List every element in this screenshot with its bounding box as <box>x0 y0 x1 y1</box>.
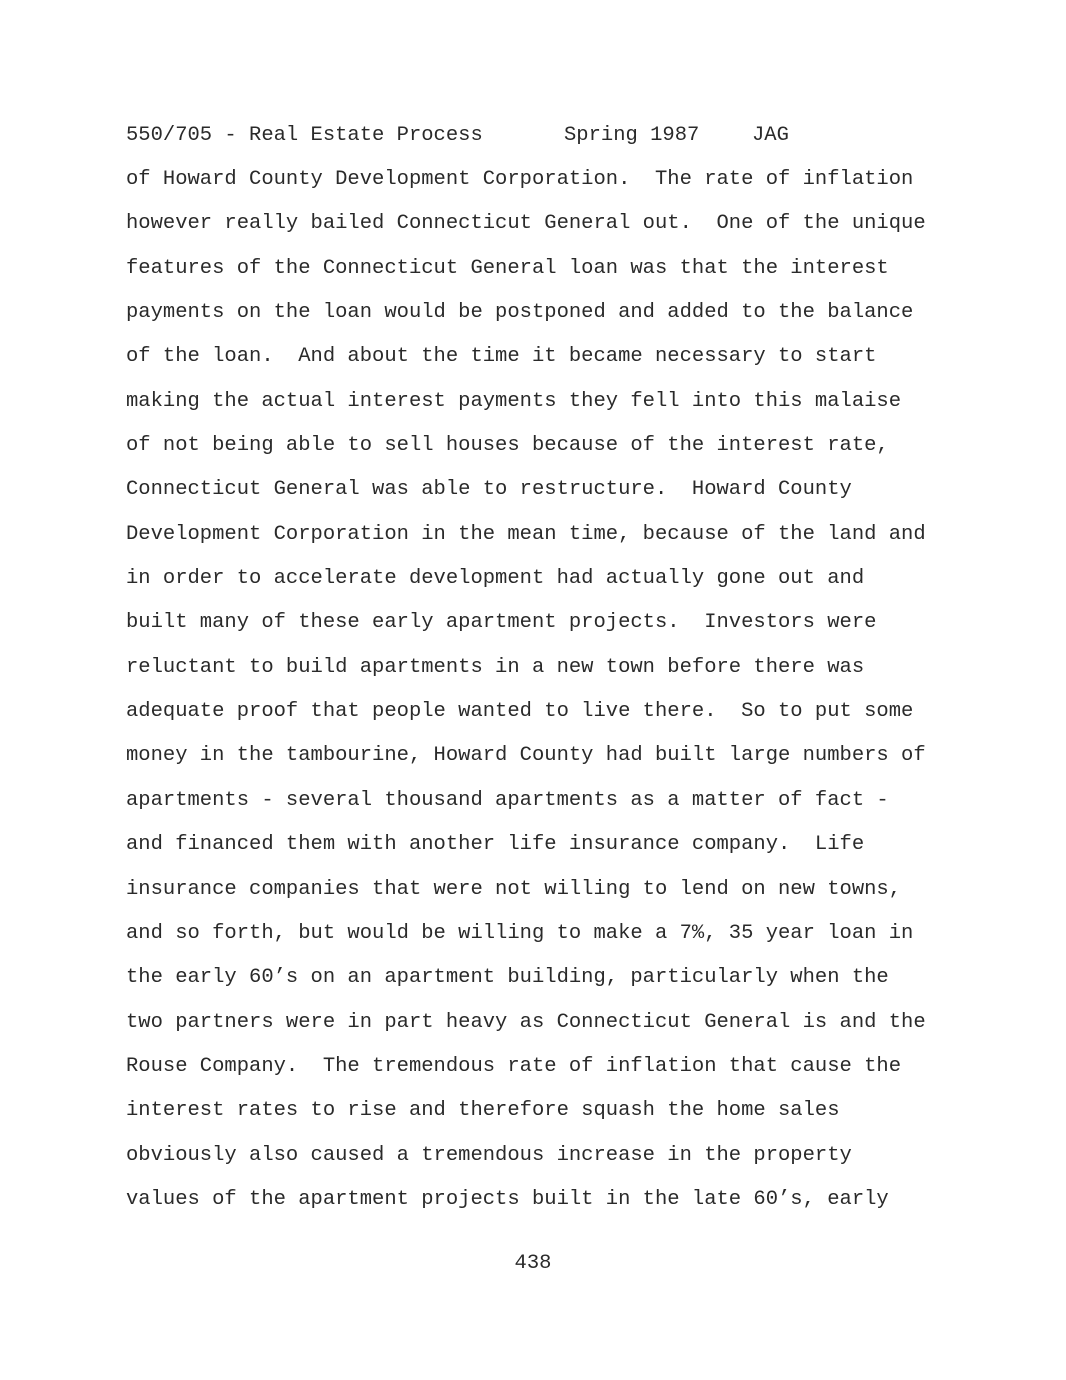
text-line: Development Corporation in the mean time, because of the land and <box>126 522 926 546</box>
text-line: of the loan. And about the time it became necessary to start <box>126 345 877 369</box>
text-line: of Howard County Development Corporation. The rate of inflation <box>126 168 914 191</box>
text-line: money in the tambourine, Howard County had built large numbers of <box>126 744 926 768</box>
text-line: interest rates to rise and therefore squash the home sales <box>126 1099 840 1123</box>
text-line: Rouse Company. The tremendous rate of inflation that cause the <box>126 1054 902 1078</box>
text-line: however really bailed Connecticut General out. One of the unique <box>126 212 926 236</box>
page-header <box>126 124 789 148</box>
text-line: payments on the loan would be postponed and added to the balance <box>126 301 914 325</box>
header-initials: JAG <box>752 124 789 147</box>
text-line: Connecticut General was able to restructure. Howard County <box>126 478 852 502</box>
text-line: and so forth, but would be willing to make a 7%, 35 year loan in <box>126 921 914 945</box>
text-line: insurance companies that were not willing to lend on new towns, <box>126 877 902 901</box>
text-line: apartments - several thousand apartments as a matter of fact - <box>126 788 889 812</box>
text-line: values of the apartment projects built in the late 60’s, early <box>126 1187 889 1211</box>
text-line: the early 60’s on an apartment building, particularly when the <box>126 966 889 990</box>
text-line: and financed them with another life insurance company. Life <box>126 833 865 857</box>
text-line: in order to accelerate development had actually gone out and <box>126 567 865 591</box>
header-course: 550/705 - Real Estate Process <box>126 124 483 147</box>
text-line: making the actual interest payments they fell into this malaise <box>126 389 902 413</box>
page-number: 438 <box>514 1252 552 1275</box>
header-term: Spring 1987 <box>564 124 700 147</box>
text-line: obviously also caused a tremendous increase in the property <box>126 1143 852 1167</box>
text-line: reluctant to build apartments in a new town before there was <box>126 655 865 679</box>
text-line: adequate proof that people wanted to live there. So to put some <box>126 700 914 724</box>
text-line: of not being able to sell houses because of the interest rate, <box>126 434 889 458</box>
text-line: built many of these early apartment projects. Investors were <box>126 611 877 635</box>
body-text <box>126 168 956 1232</box>
text-line: two partners were in part heavy as Connecticut General is and the <box>126 1010 926 1034</box>
text-line: features of the Connecticut General loan was that the interest <box>126 256 889 280</box>
